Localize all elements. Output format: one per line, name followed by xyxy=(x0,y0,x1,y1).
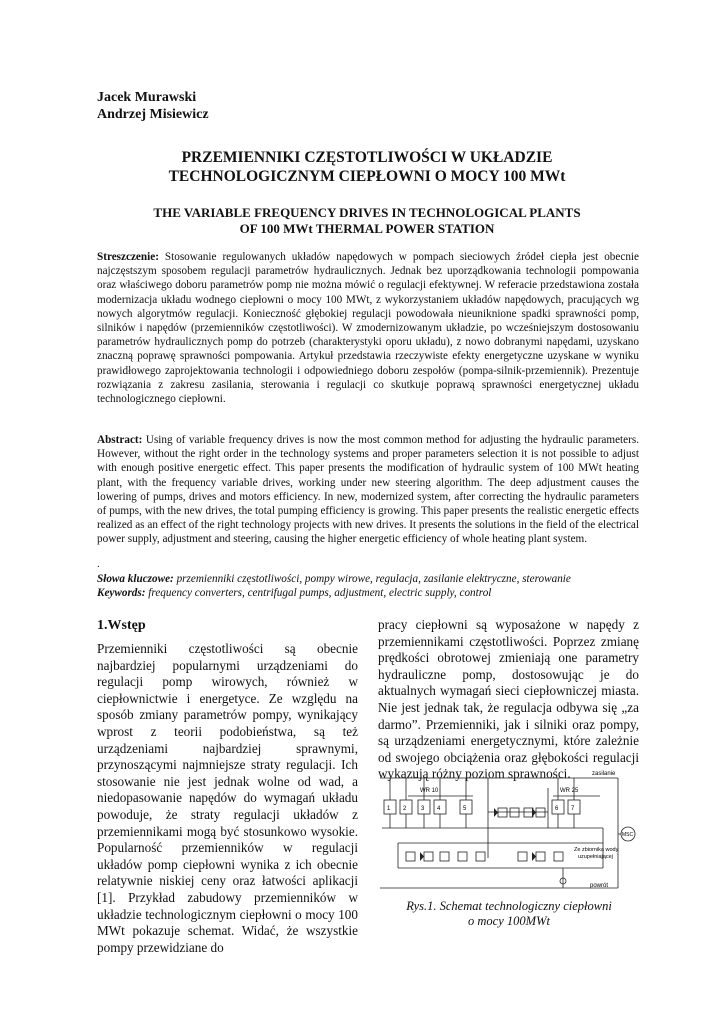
separator-dot: . xyxy=(97,558,100,570)
heating-plant-schematic xyxy=(378,768,640,896)
abstract-paragraph xyxy=(97,433,639,547)
title-line: OF 100 MWt THERMAL POWER STATION xyxy=(239,221,495,236)
streszczenie-paragraph xyxy=(97,250,639,406)
boiler-number: 6 xyxy=(555,806,559,812)
boiler-number: 4 xyxy=(437,806,441,812)
streszczenie-text: Stosowanie regulowanych układów napędowych w pompach sieciowych źródeł ciepła jest obecnie najczęstszym sposobem regulacji parametrów hydraulicznych. Jednak bez uporządkowania technologii pompowania oraz właściwego doboru parametrów pomp nie można mówić o regulacji efektywnej. W referacie przedstawiona została modernizacja układu wodnego ciepłowni o mocy 100 MWt, z wykorzystaniem układów napędowych, pracujących wg nowych algorytmów regulacji. Konieczność głębokiej regulacji powodowała nieuniknione spadki sprawności pomp, silników i napędów (przemienników częstotliwości). W zmodernizowanym układzie, po wcześniejszym dostosowaniu parametrów hydraulicznych pomp do potrzeb (charakterystyki oporu układu), z nowo dobranymi napędami, uzyskano znaczną poprawę sprawności pompowania. Artykuł przedstawia rzeczywiste efekty energetyczne uzyskane w wyniku prawidłowego zaprojektowania technologii i odpowiedniego doboru zespołów (pompa-silnik-przemiennik). Prezentuje rozwiązania z zakresu zasilania, sterowania i regulacji co skutkuje poprawą sprawności energetycznej układu technologicznego ciepłowni. xyxy=(97,251,639,406)
label-wr25: WR 25 xyxy=(560,788,579,794)
abstract-text: Using of variable frequency drives is now the most common method for adjusting the hydraulic parameters. However, without the right order in the technology systems and proper parameters selection it is not possible to adjust with enough positive energetic effect. This paper presents the modification of hydraulic system of 100 MWt heating plant, with the frequency variable drives, working under new steering algorithm. The deep adjustment causes the lowering of pumps, drives and motors efficiency. In new, modernized system, after correcting the hydraulic parameters of pumps, with the new drives, the total pumping efficiency is growing. This paper presents the realistic energetic effects realized as an effect of the right technology projects with new drives. It presents the solutions in the field of the electrical power supply, adjustment and steering, causing the higher energetic efficiency of whole heating plant system. xyxy=(97,434,640,546)
schematic-svg xyxy=(378,768,640,896)
paper-title-english xyxy=(97,205,637,237)
title-line: TECHNOLOGICZNYM CIEPŁOWNI O MOCY 100 MWt xyxy=(168,168,566,185)
figure-caption xyxy=(378,899,640,929)
body-text-right-column: pracy ciepłowni są wyposażone w napędy z przemiennikami częstotliwości. Poprzez zmianę prędkości obrotowej zmieniają one parametry hydrauliczne pomp, dostosowując je do aktualnych wymagań sieci ciepłowniczej miasta. Nie jest jednak tak, że regulacja odbywa się „za darmo”. Przemienniki, jak i silniki oraz pompy, są urządzeniami energetycznymi, które zależnie od swojego obciążenia oraz głębokości regulacji wykazują różny poziom sprawności. xyxy=(378,617,639,782)
boiler-number: 1 xyxy=(387,806,391,812)
keywords-block xyxy=(97,572,657,600)
title-line: THE VARIABLE FREQUENCY DRIVES IN TECHNOLOGICAL PLANTS xyxy=(153,205,581,220)
label-wr10: WR 10 xyxy=(420,788,439,794)
keywords-english-text: frequency converters, centrifugal pumps, adjustment, electric supply, control xyxy=(145,587,492,599)
boiler-number: 2 xyxy=(403,806,407,812)
author-name: Jacek Murawski xyxy=(97,90,197,105)
paper-title-polish xyxy=(97,148,637,186)
abstract-label: Abstract: xyxy=(97,434,143,446)
body-text-left-column: Przemienniki częstotliwości są obecnie najbardziej popularnymi urządzeniami do regulacji pomp wirowych, również w ciepłownictwie i energetyce. Ze względu na sposób zmiany parametrów pompy, wynikający wprost z teorii podobieństwa, są też urządzeniami najbardziej sprawnymi, przynoszącymi najmniejsze straty regulacji. Ich stosowanie nie jest jednak wolne od wad, a niedopasowanie napędów do wymagań układu powoduje, że straty regulacji układów z przemiennikami mogą być stosunkowo wysokie. Popularność przemienników w regulacji układów pomp ciepłowni wynika z ich obecnie relatywnie niskiej ceny oraz łatwości aplikacji [1]. Przykład zabudowy przemienników w układzie technologicznym ciepłowni o mocy 100 MWt pokazuje schemat. Widać, że wszystkie pompy przewidziane do xyxy=(97,641,358,955)
keywords-polish-label: Słowa kluczowe: xyxy=(97,573,174,585)
boiler-number: 7 xyxy=(571,806,575,812)
caption-line: o mocy 100MWt xyxy=(468,914,550,928)
keywords-english xyxy=(97,586,657,600)
caption-line: Rys.1. Schemat technologiczny ciepłowni xyxy=(406,899,612,913)
boiler-number: 3 xyxy=(421,806,425,812)
label-zasilanie: zasilanie xyxy=(592,771,616,777)
keywords-english-label: Keywords: xyxy=(97,587,146,599)
author-name: Andrzej Misiewicz xyxy=(97,107,209,122)
keywords-polish-text: przemienniki częstotliwości, pompy wirowe, regulacja, zasilanie elektryczne, sterowanie xyxy=(173,573,571,585)
keywords-polish xyxy=(97,572,657,586)
boiler-number: 5 xyxy=(463,806,467,812)
section-heading: 1.Wstęp xyxy=(97,618,146,633)
label-powrot: powrót xyxy=(590,883,609,889)
label-zbiornik-line2: uzupełniającej xyxy=(578,854,613,860)
authors xyxy=(97,89,209,123)
label-zbiornik-line1: Ze zbiornika wody xyxy=(574,847,619,853)
title-line: PRZEMIENNIKI CZĘSTOTLIWOŚCI W UKŁADZIE xyxy=(181,149,553,166)
label-msc: MSC xyxy=(622,832,634,838)
streszczenie-label: Streszczenie: xyxy=(97,251,159,263)
